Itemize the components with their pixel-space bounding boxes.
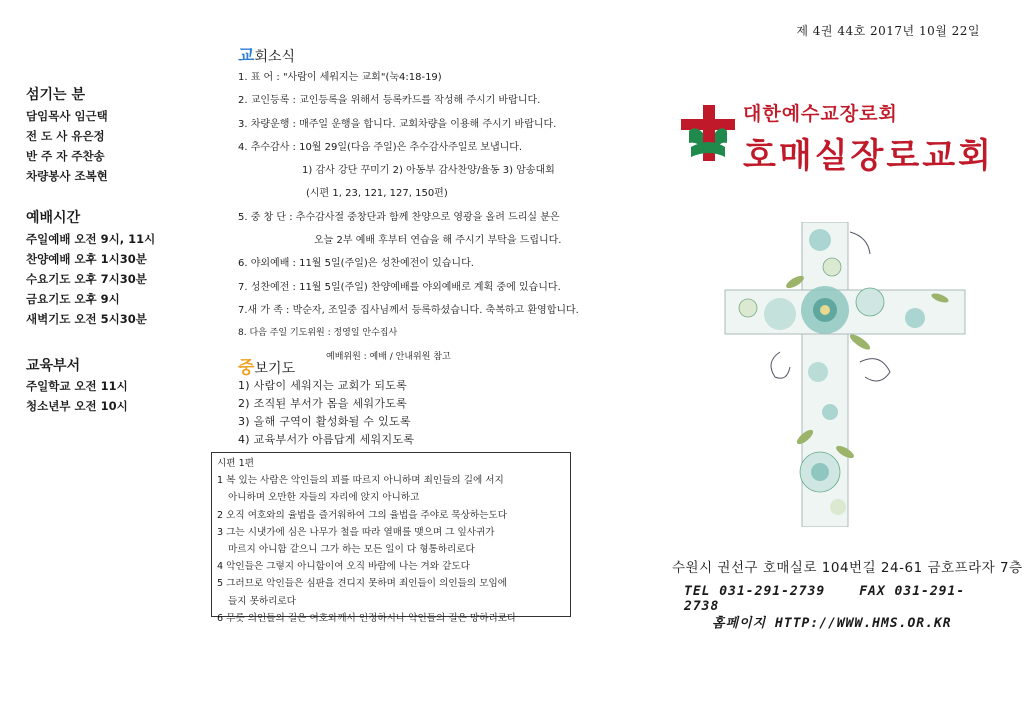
- issue-info: 제 4권 44호 2017년 10월 22일: [796, 24, 980, 38]
- edu-item: 청소년부 오전 10시: [26, 399, 128, 413]
- news-item: 7. 성찬예전 : 11월 5일(주일) 찬양예배를 야외예배로 계획 중에 있습니다.: [238, 281, 561, 293]
- prayer-heading: [238, 353, 295, 378]
- church-address: 수원시 권선구 호매실로 104번길 24-61 금호프라자 7층: [672, 560, 1023, 576]
- news-heading: [238, 41, 295, 66]
- worship-title: 예배시간: [26, 210, 81, 226]
- prayer-heading-rest: 보기도: [254, 361, 296, 377]
- news-item: (시편 1, 23, 121, 127, 150편): [306, 188, 448, 200]
- news-item: 오늘 2부 예배 후부터 연습을 해 주시기 부탁을 드립니다.: [314, 235, 562, 247]
- staff-item: 담임목사 임근택: [26, 109, 108, 123]
- psalm-line: 6 무릇 의인들의 길은 여호와께서 인정하시나 악인들의 길은 망하리로다: [217, 612, 517, 624]
- news-item: 예배위원 : 예배 / 안내위원 참고: [326, 351, 451, 362]
- news-item: 7.새 가 족 : 박순자, 조일중 집사님께서 등록하셨습니다. 축복하고 환영합니다.: [238, 304, 579, 316]
- staff-item: 반 주 자 주찬송: [26, 149, 105, 163]
- news-item: 1) 감사 강단 꾸미기 2) 아동부 감사찬양/율동 3) 암송대회: [302, 165, 555, 177]
- psalm-line: 1 복 있는 사람은 악인들의 꾀를 따르지 아니하며 죄인들의 길에 서지: [217, 475, 504, 487]
- news-item: 1. 표 어 : "사람이 세워지는 교회"(눅4:18-19): [238, 72, 442, 83]
- church-name: 호매실장로교회: [743, 136, 994, 176]
- news-item: 3. 차량운행 : 매주일 운행을 합니다. 교회차량을 이용해 주시기 바랍니다.: [238, 118, 557, 130]
- worship-item: 새벽기도 오전 5시30분: [26, 312, 147, 326]
- prayer-item: 4) 교육부서가 아름답게 세워지도록: [238, 433, 415, 446]
- prayer-item: 1) 사람이 세워지는 교회가 되도록: [238, 379, 408, 392]
- prayer-item: 3) 올해 구역이 활성화될 수 있도록: [238, 415, 411, 428]
- prayer-heading-initial: 중: [238, 358, 255, 378]
- psalm-line: 2 오직 여호와의 율법을 즐거워하여 그의 율법을 주야로 묵상하는도다: [217, 509, 507, 521]
- staff-list: [26, 106, 108, 186]
- prayer-list: [238, 377, 414, 449]
- fax-number: FAX 031-291-2738: [684, 584, 966, 614]
- psalm-line: 5 그러므로 악인들은 심판을 견디지 못하며 죄인들이 의인들의 모임에: [217, 578, 507, 590]
- floral-cross-illustration: [720, 222, 970, 527]
- psalm-line: 마르지 아니함 같으니 그가 하는 모든 일이 다 형통하리로다: [228, 544, 475, 556]
- staff-item: 전 도 사 유은정: [26, 129, 105, 143]
- worship-item: 금요기도 오후 9시: [26, 292, 120, 306]
- edu-item: 주일학교 오전 11시: [26, 379, 128, 393]
- worship-list: [26, 229, 155, 329]
- worship-item: 주일예배 오전 9시, 11시: [26, 232, 156, 246]
- news-item: 2. 교인등록 : 교인등록을 위해서 등록카드를 작성해 주시기 바랍니다.: [238, 95, 541, 107]
- psalm-line: 들지 못하리로다: [228, 595, 296, 607]
- news-item: 8. 다음 주일 기도위원 : 정영일 안수집사: [238, 328, 398, 339]
- denomination-name: 대한예수교장로회: [743, 103, 898, 125]
- psalm-box: [211, 452, 571, 624]
- news-heading-rest: 회소식: [254, 49, 296, 65]
- news-item: 6. 야외예배 : 11월 5일(주일)은 성찬예전이 있습니다.: [238, 258, 474, 270]
- news-heading-initial: 교: [238, 46, 255, 66]
- cross-logo-icon: [679, 103, 737, 163]
- staff-title: 섬기는 분: [26, 87, 85, 103]
- homepage-link[interactable]: 홈페이지 HTTP://WWW.HMS.OR.KR: [712, 616, 952, 631]
- phone-number: TEL 031-291-2739: [684, 584, 826, 599]
- psalm-line: 아니하며 오만한 자들의 자리에 앉지 아니하고: [228, 492, 420, 504]
- worship-item: 찬양예배 오후 1시30분: [26, 252, 147, 266]
- worship-item: 수요기도 오후 7시30분: [26, 272, 147, 286]
- prayer-item: 2) 조직된 부서가 몸을 세워가도록: [238, 397, 408, 410]
- news-item: 5. 중 창 단 : 추수감사절 중창단과 함께 찬양으로 영광을 올려 드리실 분은: [238, 211, 560, 223]
- psalm-line: 3 그는 시냇가에 심은 나무가 철을 따라 열매를 맺으며 그 잎사귀가: [217, 526, 495, 538]
- edu-list: [26, 376, 128, 416]
- news-list: [238, 66, 608, 369]
- psalm-line: 4 악인들은 그렇지 아니함이여 오직 바람에 나는 겨와 같도다: [217, 561, 470, 573]
- contact-line: [684, 584, 1024, 614]
- staff-item: 차량봉사 조복현: [26, 169, 108, 183]
- edu-title: 교육부서: [26, 358, 81, 374]
- psalm-title: 시편 1편: [217, 458, 254, 469]
- news-item: 4. 추수감사 : 10월 29일(다음 주일)은 추수감사주일로 보냅니다.: [238, 141, 523, 153]
